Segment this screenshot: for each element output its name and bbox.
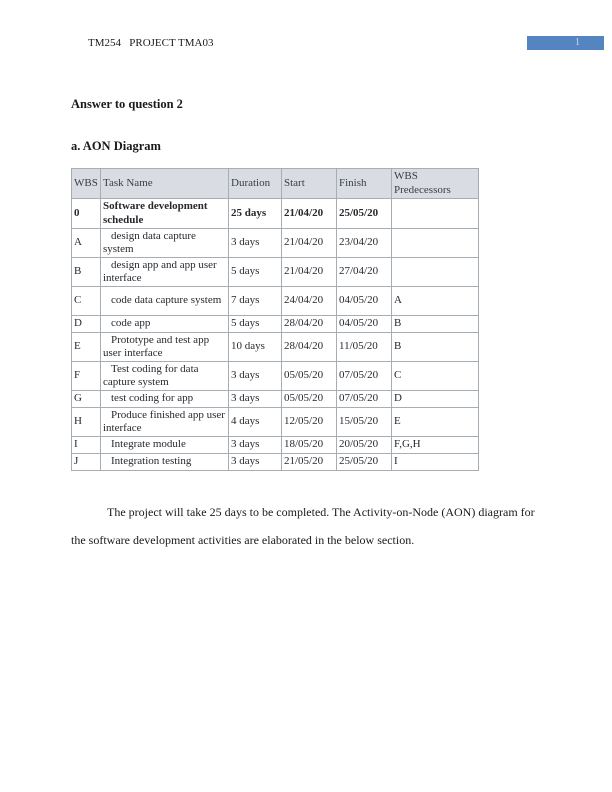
- table-row: [72, 408, 479, 437]
- task-cell: design data capture system: [101, 229, 229, 258]
- task-cell: Integration testing: [101, 454, 229, 471]
- start-cell: 21/04/20: [282, 229, 337, 258]
- table-row: [72, 437, 479, 454]
- duration-cell: 7 days: [229, 287, 282, 316]
- predecessors-cell: D: [392, 391, 479, 408]
- col-header-finish: Finish: [337, 169, 392, 199]
- wbs-cell: D: [72, 316, 101, 333]
- duration-cell: 5 days: [229, 316, 282, 333]
- wbs-cell: I: [72, 437, 101, 454]
- duration-cell: 3 days: [229, 229, 282, 258]
- start-cell: 21/04/20: [282, 258, 337, 287]
- task-cell: design app and app user interface: [101, 258, 229, 287]
- start-cell: 05/05/20: [282, 362, 337, 391]
- page-number-field: [527, 36, 604, 50]
- duration-cell: 3 days: [229, 454, 282, 471]
- wbs-cell: G: [72, 391, 101, 408]
- predecessors-cell: A: [392, 287, 479, 316]
- predecessors-cell: F,G,H: [392, 437, 479, 454]
- wbs-cell: J: [72, 454, 101, 471]
- table-row: [72, 287, 479, 316]
- table-header-row: [72, 169, 479, 199]
- wbs-cell: A: [72, 229, 101, 258]
- finish-cell: 25/05/20: [337, 454, 392, 471]
- start-cell: 21/04/20: [282, 199, 337, 229]
- duration-cell: 10 days: [229, 333, 282, 362]
- predecessors-cell: C: [392, 362, 479, 391]
- table-row: [72, 454, 479, 471]
- task-cell: Produce finished app user interface: [101, 408, 229, 437]
- start-cell: 05/05/20: [282, 391, 337, 408]
- finish-cell: 15/05/20: [337, 408, 392, 437]
- finish-cell: 04/05/20: [337, 316, 392, 333]
- table-row: [72, 391, 479, 408]
- finish-cell: 23/04/20: [337, 229, 392, 258]
- duration-cell: 3 days: [229, 391, 282, 408]
- col-header-task-name: Task Name: [101, 169, 229, 199]
- header-title: TM254 PROJECT TMA03: [88, 37, 214, 49]
- finish-cell: 07/05/20: [337, 362, 392, 391]
- predecessors-cell: [392, 258, 479, 287]
- table-row: [72, 316, 479, 333]
- heading-answer: Answer to question 2: [71, 97, 183, 111]
- col-header-start: Start: [282, 169, 337, 199]
- finish-cell: 20/05/20: [337, 437, 392, 454]
- task-cell: Integrate module: [101, 437, 229, 454]
- table-row: [72, 258, 479, 287]
- col-header-duration: Duration: [229, 169, 282, 199]
- finish-cell: 11/05/20: [337, 333, 392, 362]
- wbs-cell: H: [72, 408, 101, 437]
- page-number: 1: [575, 37, 580, 48]
- start-cell: 18/05/20: [282, 437, 337, 454]
- duration-cell: 25 days: [229, 199, 282, 229]
- predecessors-cell: E: [392, 408, 479, 437]
- col-header-wbs: WBS: [72, 169, 101, 199]
- duration-cell: 3 days: [229, 362, 282, 391]
- finish-cell: 27/04/20: [337, 258, 392, 287]
- wbs-cell: B: [72, 258, 101, 287]
- body-paragraph: The project will take 25 days to be completed. The Activity-on-Node (AON) diagram for the software development activities are elaborated in the below section.: [71, 505, 535, 547]
- duration-cell: 4 days: [229, 408, 282, 437]
- task-cell: Prototype and test app user interface: [101, 333, 229, 362]
- predecessors-cell: B: [392, 333, 479, 362]
- task-cell: code data capture system: [101, 287, 229, 316]
- predecessors-cell: I: [392, 454, 479, 471]
- start-cell: 28/04/20: [282, 316, 337, 333]
- start-cell: 21/05/20: [282, 454, 337, 471]
- table-row: [72, 199, 479, 229]
- wbs-cell: 0: [72, 199, 101, 229]
- task-cell: Test coding for data capture system: [101, 362, 229, 391]
- predecessors-cell: B: [392, 316, 479, 333]
- schedule-table: [71, 168, 479, 471]
- table-row: [72, 229, 479, 258]
- predecessors-cell: [392, 199, 479, 229]
- wbs-cell: F: [72, 362, 101, 391]
- duration-cell: 5 days: [229, 258, 282, 287]
- wbs-cell: C: [72, 287, 101, 316]
- finish-cell: 04/05/20: [337, 287, 392, 316]
- task-cell: Software development schedule: [101, 199, 229, 229]
- predecessors-cell: [392, 229, 479, 258]
- heading-aon-diagram: a. AON Diagram: [71, 139, 161, 153]
- col-header-predecessors: WBS Predecessors: [392, 169, 479, 199]
- duration-cell: 3 days: [229, 437, 282, 454]
- start-cell: 28/04/20: [282, 333, 337, 362]
- finish-cell: 25/05/20: [337, 199, 392, 229]
- table-row: [72, 362, 479, 391]
- table-row: [72, 333, 479, 362]
- task-cell: test coding for app: [101, 391, 229, 408]
- task-cell: code app: [101, 316, 229, 333]
- start-cell: 12/05/20: [282, 408, 337, 437]
- finish-cell: 07/05/20: [337, 391, 392, 408]
- start-cell: 24/04/20: [282, 287, 337, 316]
- wbs-cell: E: [72, 333, 101, 362]
